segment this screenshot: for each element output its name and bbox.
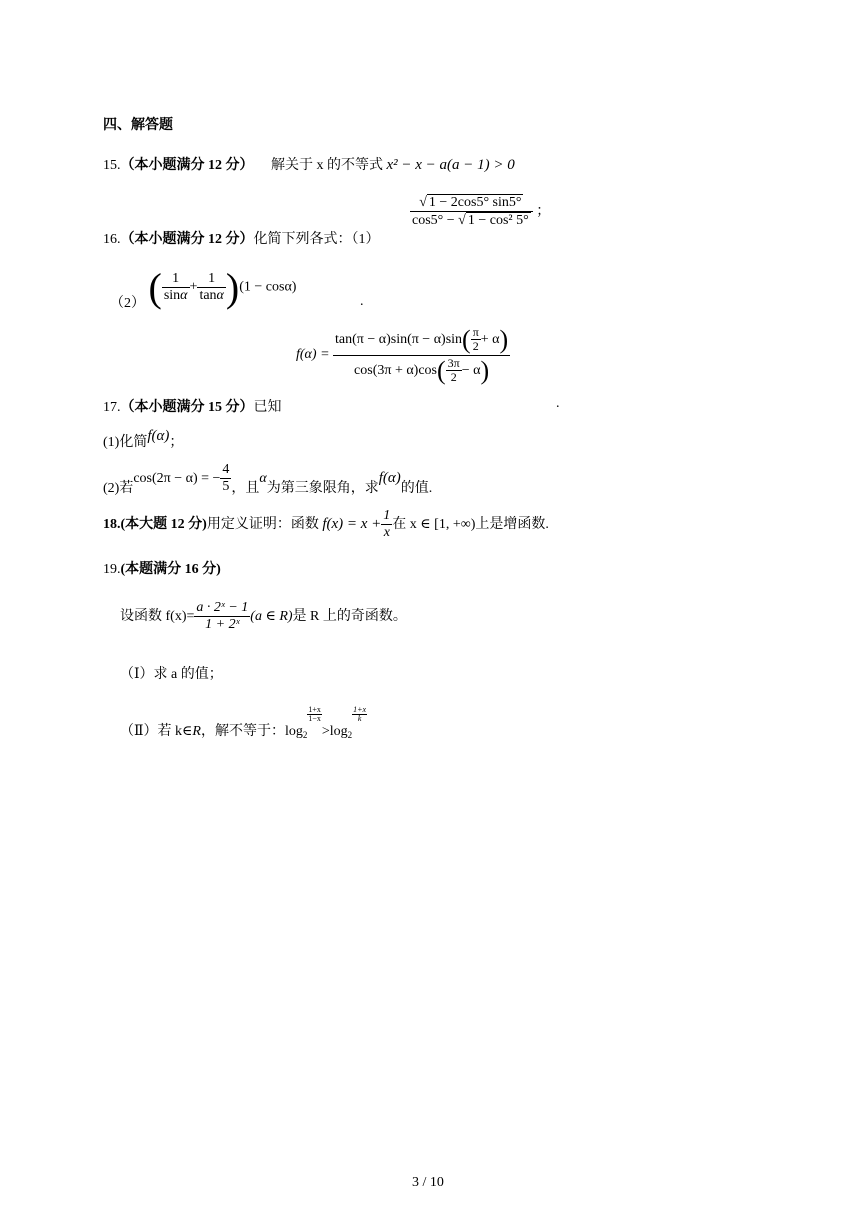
- q17-num-inner-tail: + α: [480, 332, 500, 348]
- q15-text: 解关于 x 的不等式: [271, 158, 383, 173]
- q15-number: 15.: [103, 158, 121, 173]
- q18-text: 用定义证明：函数: [206, 516, 319, 532]
- q18-domain: 在 x ∈ [1, +∞): [392, 516, 476, 532]
- q19-intro-end: 是 R 上的奇函数。: [292, 608, 407, 624]
- q17-den-inner-tail: − α: [461, 363, 481, 379]
- q19-intro-text: 设函数 f(x)=: [120, 608, 195, 624]
- q18-number: 18.: [103, 516, 121, 532]
- q17-function: f(α) = tan(π − α)sin(π − α)sin( $\frac{\pi}{2}$ + α) cos(3π + α)cos( $\frac{3\pi}{2}$ − α): [296, 324, 509, 385]
- q17-sub2-f: f(α): [378, 469, 401, 486]
- q17-sub2-alpha: α: [259, 470, 267, 486]
- q19-part2-label: （Ⅱ）若 k∈: [120, 724, 193, 739]
- q19-frac1-den: 1−x: [308, 714, 321, 723]
- q19-part2-sub: 2: [302, 730, 308, 740]
- q16-part1-den-b: 1 − cos² 5°: [467, 213, 529, 229]
- q19-part2-gt: >log: [321, 724, 348, 739]
- q16-text: 化简下列各式：（1）: [253, 232, 380, 247]
- q16-part1-fraction: $\frac{√ 1 - 2\cos 5^\circ \sin 5^\circ}{\text{cos5° − √ 1 − cos² 5°}}$ ；: [412, 195, 551, 229]
- q15-tag: （本小题满分 12 分）: [120, 158, 254, 173]
- question-15: [103, 154, 515, 174]
- q17-text: 已知: [253, 400, 282, 415]
- q19-part2-text: ，解不等于：log: [200, 724, 303, 739]
- q19-cond: (a ∈ R): [250, 608, 293, 624]
- q19-frac1-num: 1+x: [308, 705, 321, 714]
- q19-number: 19.: [103, 562, 121, 577]
- q19-numerator: a · 2ˣ − 1: [194, 600, 250, 617]
- q16-part2-label: （2）: [110, 296, 145, 311]
- q18-end: 上是增函数.: [475, 516, 549, 532]
- question-17: [103, 396, 282, 416]
- q17-sub2-mid: ，且: [231, 480, 260, 496]
- q15-formula: x² − x − a(a − 1) > 0: [386, 157, 515, 173]
- page-number: 3 / 10: [412, 1175, 444, 1190]
- q19-part1: （Ⅰ）求 a 的值；: [120, 667, 223, 682]
- q17-sub2-label: (2)若: [103, 480, 134, 496]
- q16-tag: （本小题满分 12 分）: [120, 232, 254, 247]
- q19-intro: [120, 600, 407, 633]
- q19-part2-sub2: 2: [347, 730, 353, 740]
- q16-part1-den-a: cos5° −: [412, 213, 459, 229]
- q17-sub1-end: ；: [169, 435, 184, 450]
- q18-formula: f(x) = x +: [322, 515, 382, 532]
- q16-part1-end: ；: [536, 203, 551, 219]
- q16-number: 16.: [103, 232, 121, 247]
- q17-denominator: cos(3π + α)cos: [354, 363, 437, 379]
- q17-sub1: [103, 428, 183, 451]
- q16-part1-numerator: 1 − 2cos5° sin5°: [428, 195, 522, 210]
- q18-tag: (本大题 12 分): [120, 516, 207, 532]
- q17-sub2: (2)若cos(2π − α) = − $\frac{4}{5}$ ，且α为第三象限角，求f(α)的值.: [103, 462, 433, 496]
- q17-sub2-text: 为第三象限角，求: [266, 480, 379, 496]
- q17-func-lhs: f(α) =: [296, 347, 330, 363]
- q16-part2-end: .: [359, 294, 364, 309]
- q17-sub1-f: f(α): [147, 428, 170, 444]
- q19-frac2-den: k: [357, 714, 362, 723]
- q17-end: .: [556, 396, 560, 411]
- q19-part2: [120, 706, 367, 740]
- q17-sub2-end: 的值.: [400, 480, 433, 496]
- q17-sub2-cond: cos(2π − α) = −: [133, 470, 221, 486]
- question-18: 18.(本大题 12 分)用定义证明：函数 f(x) = x + $\frac{1}{x}$ 在 x ∈ [1, +∞)上是增函数.: [103, 508, 549, 541]
- q19-denominator: 1 + 2ˣ: [205, 617, 240, 633]
- q17-number: 17.: [103, 400, 121, 415]
- question-19: [103, 558, 221, 578]
- q19-part2-R: R: [192, 724, 201, 739]
- q16-part2: （2） ( $\frac{1}{\sin\alpha}$ + $\frac{1}{\tan\alpha}$ )(1 − cosα) .: [110, 265, 364, 311]
- q17-tag: （本小题满分 15 分）: [120, 400, 254, 415]
- q19-tag: (本题满分 16 分): [120, 562, 221, 577]
- q16-part2-tail: (1 − cosα): [239, 279, 297, 295]
- q17-sub1-label: (1)化简: [103, 435, 148, 450]
- q17-numerator: tan(π − α)sin(π − α)sin: [335, 332, 463, 348]
- question-16: [103, 228, 380, 248]
- section-title: 四、解答题: [103, 118, 173, 133]
- q19-frac2-num: 1+x: [353, 705, 367, 714]
